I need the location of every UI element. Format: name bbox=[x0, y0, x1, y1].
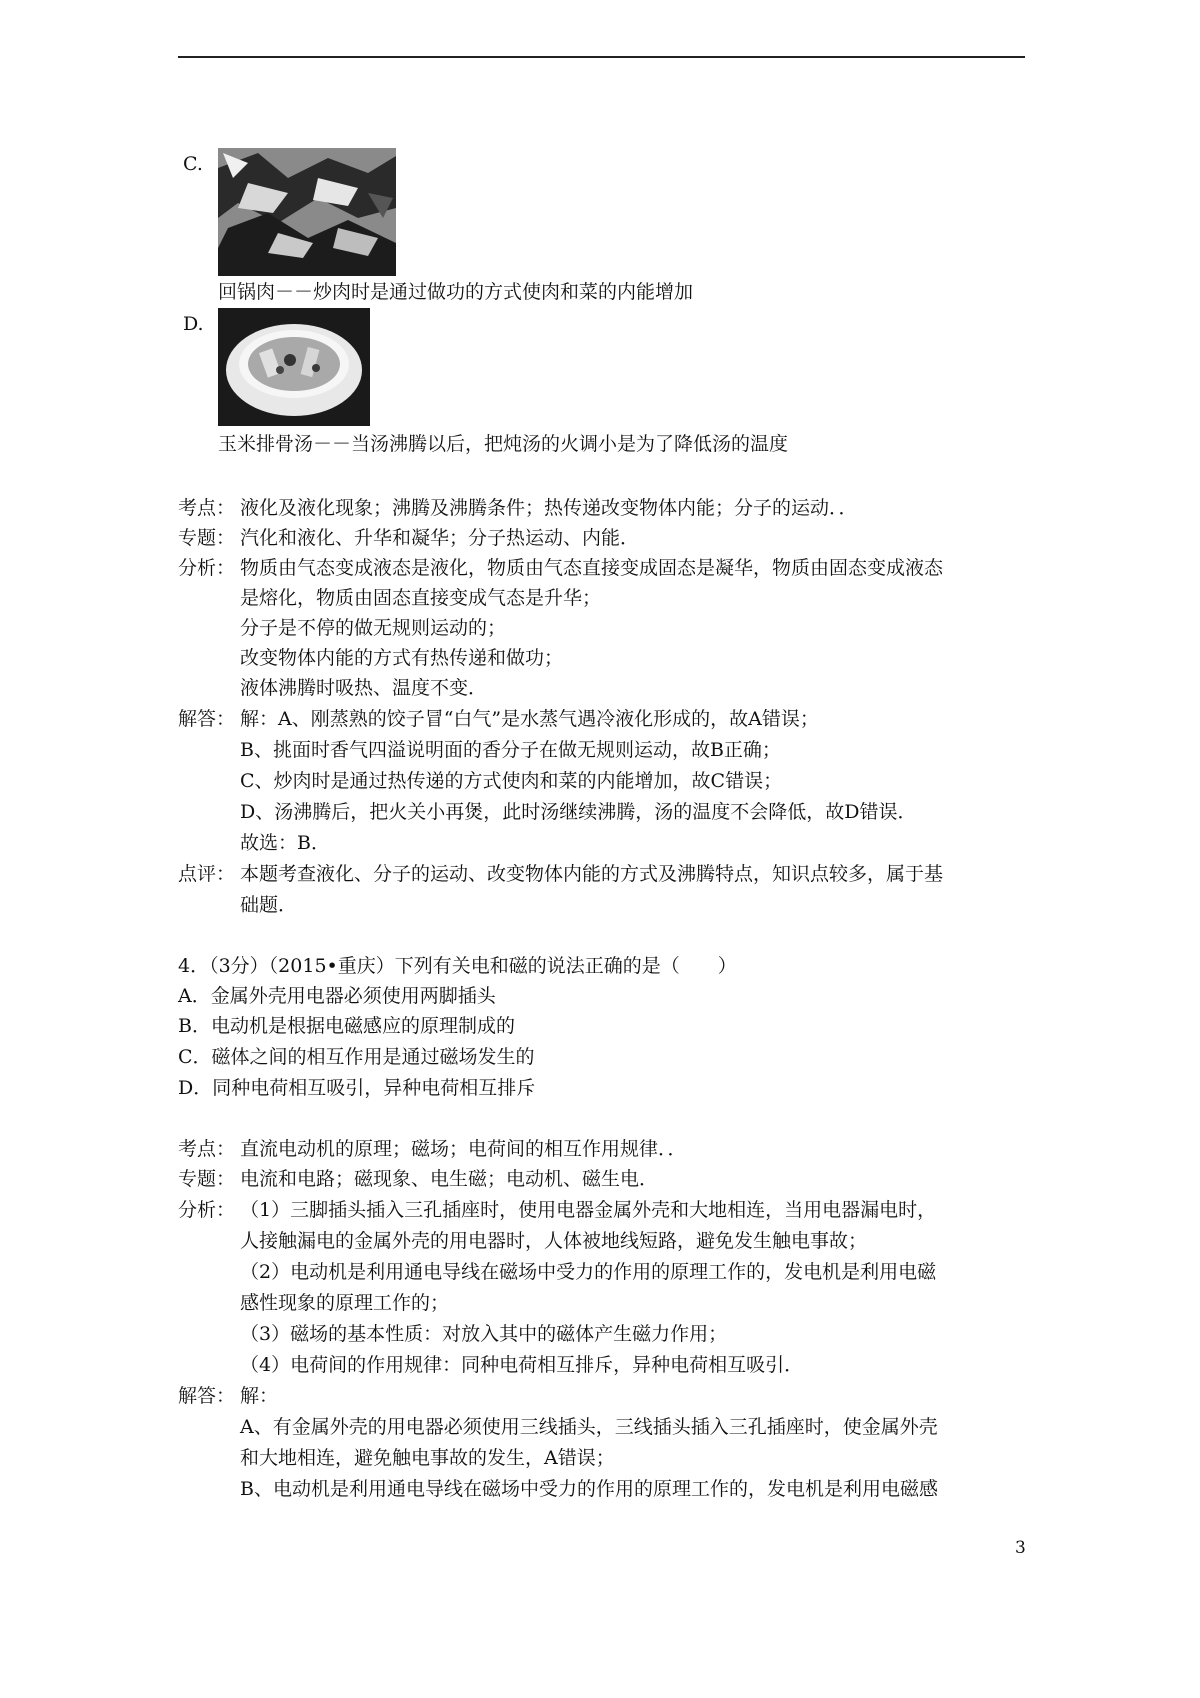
q4-option-d: D．同种电荷相互吸引，异种电荷相互排斥 bbox=[178, 1077, 536, 1099]
q3-fenxi-line: 是熔化，物质由固态直接变成气态是升华； bbox=[240, 587, 602, 609]
q3-zhuanti: 汽化和液化、升华和凝华；分子热运动、内能． bbox=[240, 527, 640, 549]
page-number: 3 bbox=[1015, 1538, 1026, 1558]
q3-kaodian: 液化及液化现象；沸腾及沸腾条件；热传递改变物体内能；分子的运动．． bbox=[240, 497, 858, 519]
q3-dianping-label: 点评： bbox=[178, 863, 236, 885]
q3-fenxi-line: 液体沸腾时吸热、温度不变． bbox=[240, 677, 488, 699]
header-rule bbox=[178, 56, 1025, 58]
q3-jieda-line: 故选：B． bbox=[240, 832, 330, 854]
q4-jieda-line: B、电动机是利用通电导线在磁场中受力的作用的原理工作的，发电机是利用电磁感 bbox=[240, 1478, 938, 1500]
q4-zhuanti-label: 专题： bbox=[178, 1168, 236, 1190]
q4-fenxi-line: （2）电动机是利用通电导线在磁场中受力的作用的原理工作的，发电机是利用电磁 bbox=[240, 1261, 937, 1283]
q3-jieda-line: 解：A、刚蒸熟的饺子冒“白气”是水蒸气遇冷液化形成的，故A错误； bbox=[240, 708, 819, 730]
q4-option-c: C．磁体之间的相互作用是通过磁场发生的 bbox=[178, 1046, 535, 1068]
option-c-label: C. bbox=[183, 153, 203, 175]
q4-zhuanti: 电流和电路；磁现象、电生磁；电动机、磁生电． bbox=[240, 1168, 659, 1190]
q3-fenxi-label: 分析： bbox=[178, 557, 236, 579]
q3-fenxi-line: 分子是不停的做无规则运动的； bbox=[240, 617, 507, 639]
q4-option-a: A．金属外壳用电器必须使用两脚插头 bbox=[178, 985, 496, 1007]
q4-fenxi-line: （3）磁场的基本性质：对放入其中的磁体产生磁力作用； bbox=[240, 1323, 728, 1345]
q4-stem: 4．（3分）（2015•重庆）下列有关电和磁的说法正确的是（ ） bbox=[178, 955, 737, 977]
q4-jieda-line: 和大地相连，避免触电事故的发生，A错误； bbox=[240, 1447, 615, 1469]
q4-jieda-line: 解： bbox=[240, 1385, 279, 1407]
q4-fenxi-line: （1）三脚插头插入三孔插座时，使用电器金属外壳和大地相连，当用电器漏电时， bbox=[240, 1199, 937, 1221]
q4-kaodian: 直流电动机的原理；磁场；电荷间的相互作用规律．． bbox=[240, 1138, 687, 1160]
q4-fenxi-line: 感性现象的原理工作的； bbox=[240, 1292, 450, 1314]
q3-jieda-line: B、挑面时香气四溢说明面的香分子在做无规则运动，故B正确； bbox=[240, 739, 781, 761]
q4-kaodian-label: 考点： bbox=[178, 1138, 236, 1160]
q4-fenxi-line: 人接触漏电的金属外壳的用电器时，人体被地线短路，避免发生触电事故； bbox=[240, 1230, 868, 1252]
q3-dianping-line: 础题． bbox=[240, 894, 298, 916]
q3-jieda-line: D、汤沸腾后，把火关小再煲，此时汤继续沸腾，汤的温度不会降低，故D错误． bbox=[240, 801, 917, 823]
option-d-label: D. bbox=[183, 313, 204, 335]
q3-kaodian-label: 考点： bbox=[178, 497, 236, 519]
q3-zhuanti-label: 专题： bbox=[178, 527, 236, 549]
option-c-caption: 回锅肉－－炒肉时是通过做功的方式使肉和菜的内能增加 bbox=[218, 281, 694, 303]
q4-option-b: B．电动机是根据电磁感应的原理制成的 bbox=[178, 1015, 515, 1037]
option-d-caption: 玉米排骨汤－－当汤沸腾以后，把炖汤的火调小是为了降低汤的温度 bbox=[218, 433, 789, 455]
photo-soup-bowl bbox=[218, 308, 370, 426]
q4-fenxi-label: 分析： bbox=[178, 1199, 236, 1221]
q3-jieda-label: 解答： bbox=[178, 708, 236, 730]
q3-jieda-line: C、炒肉时是通过热传递的方式使肉和菜的内能增加，故C错误； bbox=[240, 770, 783, 792]
q3-fenxi-line: 改变物体内能的方式有热传递和做功； bbox=[240, 647, 564, 669]
photo-huiguorou bbox=[218, 148, 396, 276]
q3-fenxi-line: 物质由气态变成液态是液化，物质由气态直接变成固态是凝华，物质由固态变成液态 bbox=[240, 557, 944, 579]
q4-fenxi-line: （4）电荷间的作用规律：同种电荷相互排斥，异种电荷相互吸引． bbox=[240, 1354, 804, 1376]
q3-dianping-line: 本题考查液化、分子的运动、改变物体内能的方式及沸腾特点，知识点较多，属于基 bbox=[240, 863, 944, 885]
q4-jieda-label: 解答： bbox=[178, 1385, 236, 1407]
q4-jieda-line: A、有金属外壳的用电器必须使用三线插头，三线插头插入三孔插座时，使金属外壳 bbox=[240, 1416, 938, 1438]
